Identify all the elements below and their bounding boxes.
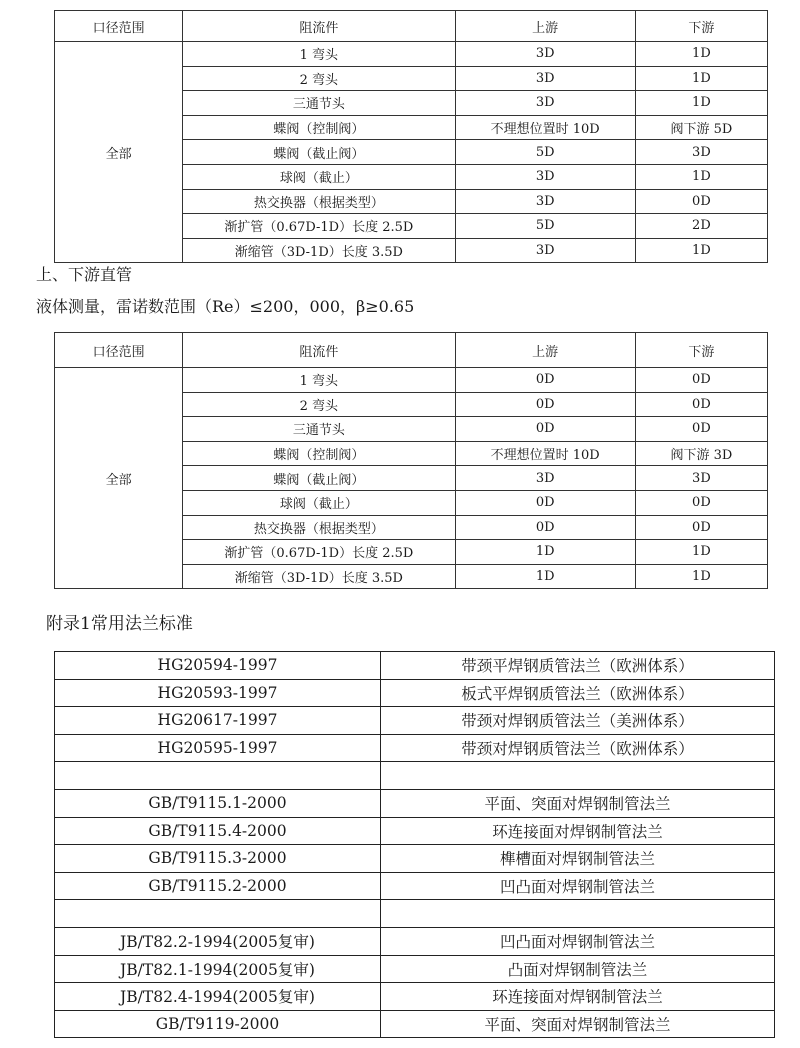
obstruction-cell: 渐扩管（0.67D-1D）长度 2.5D [183,540,455,565]
header-downstream: 下游 [635,333,767,368]
obstruction-cell: 蝶阀（控制阀） [183,441,455,466]
table-row [55,368,768,393]
header-obstruction: 阻流件 [183,11,455,42]
standard-name-cell: 凹凸面对焊钢制管法兰 [381,927,775,955]
upstream-cell: 3D [455,42,635,67]
table-row [55,42,768,67]
downstream-cell: 3D [635,466,767,491]
upstream-cell: 0D [455,392,635,417]
table-row-empty [55,900,775,928]
upstream-cell: 3D [455,238,635,263]
standard-code-cell: GB/T9119-2000 [55,1010,381,1038]
standard-name-cell: 凸面对焊钢制管法兰 [381,955,775,983]
table-row [55,927,775,955]
downstream-cell: 1D [635,91,767,116]
standard-code-cell: JB/T82.1-1994(2005复审) [55,955,381,983]
upstream-cell: 3D [455,189,635,214]
downstream-cell: 1D [635,42,767,67]
standard-code-cell: GB/T9115.2-2000 [55,872,381,900]
standard-name-cell: 带颈对焊钢质管法兰（美洲体系） [381,707,775,735]
flange-standards-table [54,651,775,1038]
upstream-cell: 0D [455,515,635,540]
downstream-cell: 0D [635,417,767,442]
obstruction-cell: 蝶阀（截止阀） [183,140,455,165]
standard-code-cell [55,762,381,790]
upstream-cell: 3D [455,66,635,91]
table-row-empty [55,762,775,790]
standard-code-cell: GB/T9115.4-2000 [55,817,381,845]
downstream-cell: 0D [635,515,767,540]
standard-name-cell: 板式平焊钢质管法兰（欧洲体系） [381,679,775,707]
downstream-cell: 2D [635,214,767,239]
standard-code-cell: JB/T82.2-1994(2005复审) [55,927,381,955]
downstream-cell: 1D [635,540,767,565]
obstruction-cell: 三通节头 [183,91,455,116]
standard-name-cell [381,762,775,790]
obstruction-cell: 渐缩管（3D-1D）长度 3.5D [183,564,455,589]
header-downstream: 下游 [635,11,767,42]
table-row [55,679,775,707]
standard-name-cell: 带颈平焊钢质管法兰（欧洲体系） [381,652,775,680]
standard-name-cell: 凹凸面对焊钢制管法兰 [381,872,775,900]
table-row [55,955,775,983]
obstruction-cell: 热交换器（根据类型） [183,515,455,540]
obstruction-cell: 三通节头 [183,417,455,442]
upstream-cell: 3D [455,466,635,491]
downstream-cell: 1D [635,66,767,91]
table-row [55,734,775,762]
obstruction-cell: 球阀（截止） [183,164,455,189]
obstruction-cell: 球阀（截止） [183,490,455,515]
downstream-cell: 阀下游 3D [635,441,767,466]
header-obstruction: 阻流件 [183,333,455,368]
upstream-cell: 1D [455,564,635,589]
table-row [55,872,775,900]
upstream-cell: 3D [455,91,635,116]
standard-name-cell: 带颈对焊钢质管法兰（欧洲体系） [381,734,775,762]
standard-code-cell: HG20593-1997 [55,679,381,707]
standard-name-cell: 榫槽面对焊钢制管法兰 [381,845,775,873]
standard-code-cell: HG20617-1997 [55,707,381,735]
standard-name-cell: 平面、突面对焊钢制管法兰 [381,1010,775,1038]
downstream-cell: 0D [635,392,767,417]
table-header-row [55,333,768,368]
upstream-cell: 不理想位置时 10D [455,441,635,466]
table-row [55,817,775,845]
range-cell: 全部 [55,368,183,589]
table-row [55,652,775,680]
section-heading-straight-pipe: 上、下游直管 [36,265,133,284]
header-diameter-range: 口径范围 [55,333,183,368]
downstream-cell: 1D [635,164,767,189]
upstream-downstream-table-liquid [54,332,768,589]
obstruction-cell: 热交换器（根据类型） [183,189,455,214]
table-row [55,707,775,735]
downstream-cell: 0D [635,368,767,393]
standard-name-cell: 平面、突面对焊钢制管法兰 [381,789,775,817]
standard-code-cell: GB/T9115.1-2000 [55,789,381,817]
downstream-cell: 阀下游 5D [635,115,767,140]
standard-code-cell: JB/T82.4-1994(2005复审) [55,983,381,1011]
upstream-cell: 0D [455,368,635,393]
table-header-row [55,11,768,42]
upstream-cell: 5D [455,140,635,165]
obstruction-cell: 1 弯头 [183,42,455,67]
header-upstream: 上游 [455,11,635,42]
upstream-cell: 3D [455,164,635,189]
table-row [55,845,775,873]
standard-name-cell [381,900,775,928]
downstream-cell: 0D [635,189,767,214]
upstream-cell: 1D [455,540,635,565]
obstruction-cell: 2 弯头 [183,392,455,417]
downstream-cell: 1D [635,564,767,589]
header-diameter-range: 口径范围 [55,11,183,42]
obstruction-cell: 蝶阀（截止阀） [183,466,455,491]
upstream-cell: 0D [455,417,635,442]
standard-code-cell [55,900,381,928]
obstruction-cell: 1 弯头 [183,368,455,393]
header-upstream: 上游 [455,333,635,368]
obstruction-cell: 2 弯头 [183,66,455,91]
appendix-title: 附录1常用法兰标准 [46,614,193,634]
obstruction-cell: 渐扩管（0.67D-1D）长度 2.5D [183,214,455,239]
standard-code-cell: GB/T9115.3-2000 [55,845,381,873]
upstream-cell: 0D [455,490,635,515]
standard-name-cell: 环连接面对焊钢制管法兰 [381,983,775,1011]
upstream-cell: 不理想位置时 10D [455,115,635,140]
obstruction-cell: 蝶阀（控制阀） [183,115,455,140]
downstream-cell: 1D [635,238,767,263]
table-row [55,789,775,817]
table-row [55,1010,775,1038]
standard-code-cell: HG20594-1997 [55,652,381,680]
obstruction-cell: 渐缩管（3D-1D）长度 3.5D [183,238,455,263]
downstream-cell: 0D [635,490,767,515]
downstream-cell: 3D [635,140,767,165]
standard-name-cell: 环连接面对焊钢制管法兰 [381,817,775,845]
standard-code-cell: HG20595-1997 [55,734,381,762]
table-row [55,983,775,1011]
upstream-downstream-table-gas [54,10,768,263]
range-cell: 全部 [55,42,183,263]
section-heading-liquid-measurement: 液体测量，雷诺数范围（Re）≤200，000，β≥0.65 [36,297,415,316]
upstream-cell: 5D [455,214,635,239]
